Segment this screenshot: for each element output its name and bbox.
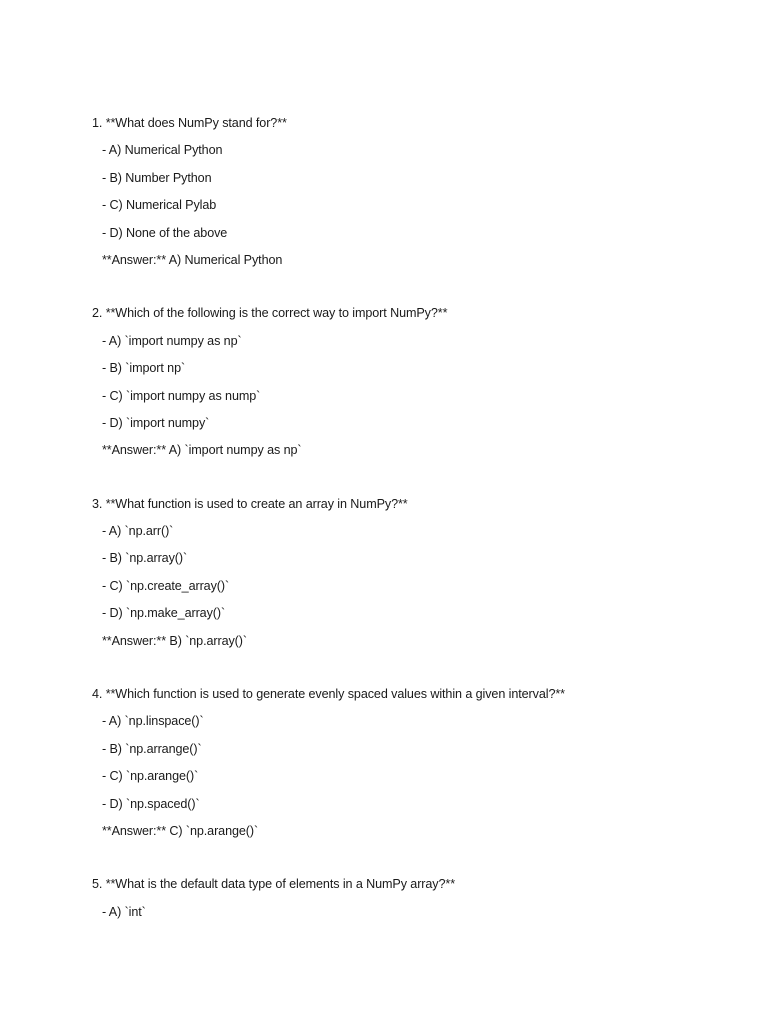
answer-text: **Answer:** A) Numerical Python (102, 252, 283, 267)
option-a: - A) `int` (102, 904, 146, 919)
option-d: - D) `import numpy` (102, 415, 210, 430)
quiz-content (92, 114, 732, 956)
question-text: 4. **Which function is used to generate evenly spaced values within a given interval?** (92, 687, 565, 702)
option-c: - C) `import numpy as nump` (102, 388, 261, 403)
option-c: - C) Numerical Pylab (102, 198, 217, 213)
question-block-2 (92, 304, 732, 468)
option-b: - B) `np.array()` (102, 551, 188, 566)
option-c: - C) `np.arange()` (102, 769, 199, 784)
option-a: - A) Numerical Python (102, 143, 223, 158)
question-text: 3. **What function is used to create an array in NumPy?** (92, 496, 408, 511)
option-d: - D) `np.spaced()` (102, 796, 200, 811)
answer-text: **Answer:** C) `np.arange()` (102, 823, 259, 838)
option-b: - B) `np.arrange()` (102, 741, 202, 756)
answer-text: **Answer:** B) `np.array()` (102, 633, 247, 648)
question-text: 5. **What is the default data type of elements in a NumPy array?** (92, 877, 456, 892)
question-block-3 (92, 495, 732, 659)
question-block-1 (92, 114, 732, 278)
option-b: - B) `import np` (102, 361, 186, 376)
option-a: - A) `import numpy as np` (102, 333, 242, 348)
option-a: - A) `np.arr()` (102, 524, 174, 539)
question-text: 2. **Which of the following is the correct way to import NumPy?** (92, 306, 448, 321)
option-d: - D) None of the above (102, 225, 228, 240)
option-b: - B) Number Python (102, 170, 212, 185)
question-block-4 (92, 685, 732, 849)
option-c: - C) `np.create_array()` (102, 578, 230, 593)
answer-text: **Answer:** A) `import numpy as np` (102, 443, 302, 458)
question-block-5 (92, 875, 732, 930)
question-text: 1. **What does NumPy stand for?** (92, 116, 287, 130)
option-a: - A) `np.linspace()` (102, 714, 204, 729)
option-d: - D) `np.make_array()` (102, 606, 226, 621)
